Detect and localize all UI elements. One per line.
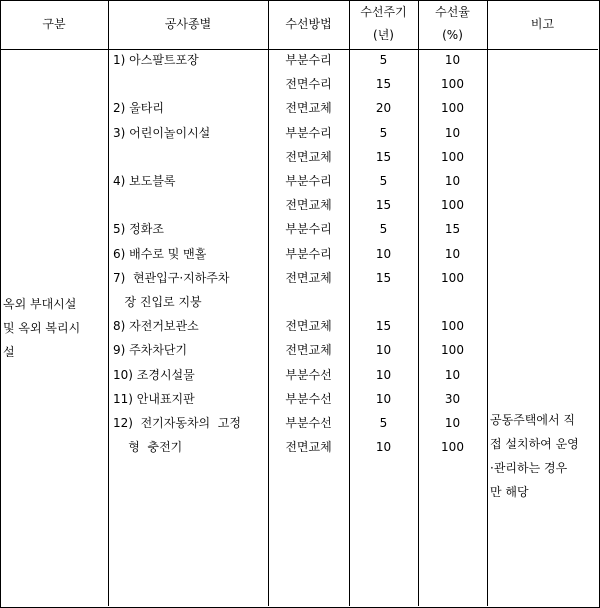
- repair-cycle-cell: 5: [379, 53, 388, 67]
- repair-cycle-cell: 10: [375, 343, 392, 358]
- remarks-text-line: 공동주택에서 직: [490, 413, 575, 427]
- repair-method-cell: 전면교체: [285, 343, 332, 358]
- work-type-cell: 5) 정화조: [113, 222, 164, 237]
- work-type-cell: 3) 어린이놀이시설: [113, 125, 211, 140]
- column-divider: [487, 0, 488, 606]
- work-type-cell: 12) 전기자동차의 고정: [113, 416, 241, 430]
- repair-method-cell: 전면교체: [285, 440, 332, 455]
- work-type-cell: 4) 보도블록: [113, 174, 176, 188]
- repair-method-cell: 전면교체: [285, 198, 332, 213]
- repair-method-cell: 전면교체: [285, 319, 332, 334]
- repair-cycle-cell: 10: [375, 391, 392, 406]
- repair-cycle-cell: 10: [375, 367, 392, 382]
- repair-method-cell: 부분수선: [285, 416, 332, 430]
- header-repair-method: 수선방법: [285, 17, 332, 31]
- repair-cycle-cell: 15: [375, 270, 392, 285]
- repair-method-cell: 전면교체: [285, 149, 332, 164]
- work-type-cell: 10) 조경시설물: [113, 367, 195, 382]
- header-category: 구분: [42, 17, 66, 31]
- repair-method-cell: 전면수리: [285, 77, 332, 92]
- work-type-cell: 9) 주차차단기: [113, 343, 188, 358]
- repair-cycle-cell: 10: [375, 246, 392, 261]
- repair-method-cell: 부분수리: [285, 222, 332, 237]
- repair-method-cell: 부분수리: [285, 246, 332, 261]
- work-type-cell: 2) 울타리: [113, 101, 164, 116]
- repair-rate-cell: 100: [441, 270, 464, 285]
- repair-cycle-cell: 15: [375, 149, 392, 164]
- work-type-cell: 장 진입로 지붕: [113, 295, 202, 309]
- repair-cycle-cell: 20: [375, 101, 392, 116]
- repair-rate-cell: 10: [444, 53, 461, 67]
- work-type-cell: 7) 현관입구·지하주차: [113, 270, 230, 285]
- repair-rate-cell: 15: [444, 222, 461, 237]
- repair-cycle-cell: 5: [379, 125, 388, 140]
- repair-cycle-cell: 15: [375, 198, 392, 213]
- repair-rate-cell: 10: [444, 367, 461, 382]
- repair-cycle-cell: 5: [379, 416, 388, 430]
- repair-rate-cell: 10: [444, 246, 461, 261]
- repair-rate-cell: 10: [444, 416, 461, 430]
- remarks-text-line: ·관리하는 경우: [490, 461, 568, 475]
- repair-rate-cell: 100: [441, 343, 464, 358]
- work-type-cell: 8) 자전거보관소: [113, 319, 199, 334]
- repair-method-cell: 부분수리: [285, 53, 332, 67]
- category-text-line: 설: [3, 345, 15, 359]
- repair-cycle-cell: 15: [375, 77, 392, 92]
- repair-cycle-cell: 5: [379, 174, 388, 188]
- header-repair-cycle: 수선주기: [360, 5, 407, 19]
- repair-method-cell: 전면교체: [285, 101, 332, 116]
- repair-rate-cell: 100: [441, 149, 464, 164]
- header-work-type: 공사종별: [164, 17, 212, 31]
- repair-rate-cell: 100: [441, 77, 464, 92]
- remarks-text-line: 만 해당: [490, 485, 529, 499]
- column-divider: [108, 0, 109, 606]
- category-text-line: 및 옥외 복리시: [3, 321, 81, 335]
- repair-rate-cell: 100: [441, 101, 464, 116]
- header-repair-cycle-unit: (년): [373, 28, 394, 42]
- repair-rate-cell: 100: [441, 319, 464, 334]
- repair-rate-cell: 30: [444, 391, 461, 406]
- repair-method-cell: 부분수리: [285, 174, 332, 188]
- repair-rate-cell: 10: [444, 174, 461, 188]
- repair-cycle-cell: 15: [375, 319, 392, 334]
- repair-rate-cell: 100: [441, 440, 464, 455]
- work-type-cell: 1) 아스팔트포장: [113, 53, 199, 67]
- category-text-line: 옥외 부대시설: [3, 297, 77, 311]
- work-type-cell: 11) 안내표지판: [113, 391, 195, 406]
- repair-method-cell: 부분수리: [285, 125, 332, 140]
- header-repair-rate: 수선율: [435, 5, 470, 19]
- repair-cycle-cell: 10: [375, 440, 392, 455]
- work-type-cell: 6) 배수로 및 맨홀: [113, 246, 207, 261]
- repair-method-cell: 부분수선: [285, 391, 332, 406]
- remarks-text-line: 접 설치하여 운영: [490, 437, 579, 451]
- repair-cycle-cell: 5: [379, 222, 388, 237]
- header-remarks: 비고: [530, 17, 555, 31]
- repair-method-cell: 부분수선: [285, 367, 332, 382]
- repair-method-cell: 전면교체: [285, 270, 332, 285]
- repair-rate-cell: 100: [441, 198, 464, 213]
- header-repair-rate-unit: (%): [442, 28, 463, 42]
- repair-rate-cell: 10: [444, 125, 461, 140]
- work-type-cell: 형 충전기: [113, 440, 183, 455]
